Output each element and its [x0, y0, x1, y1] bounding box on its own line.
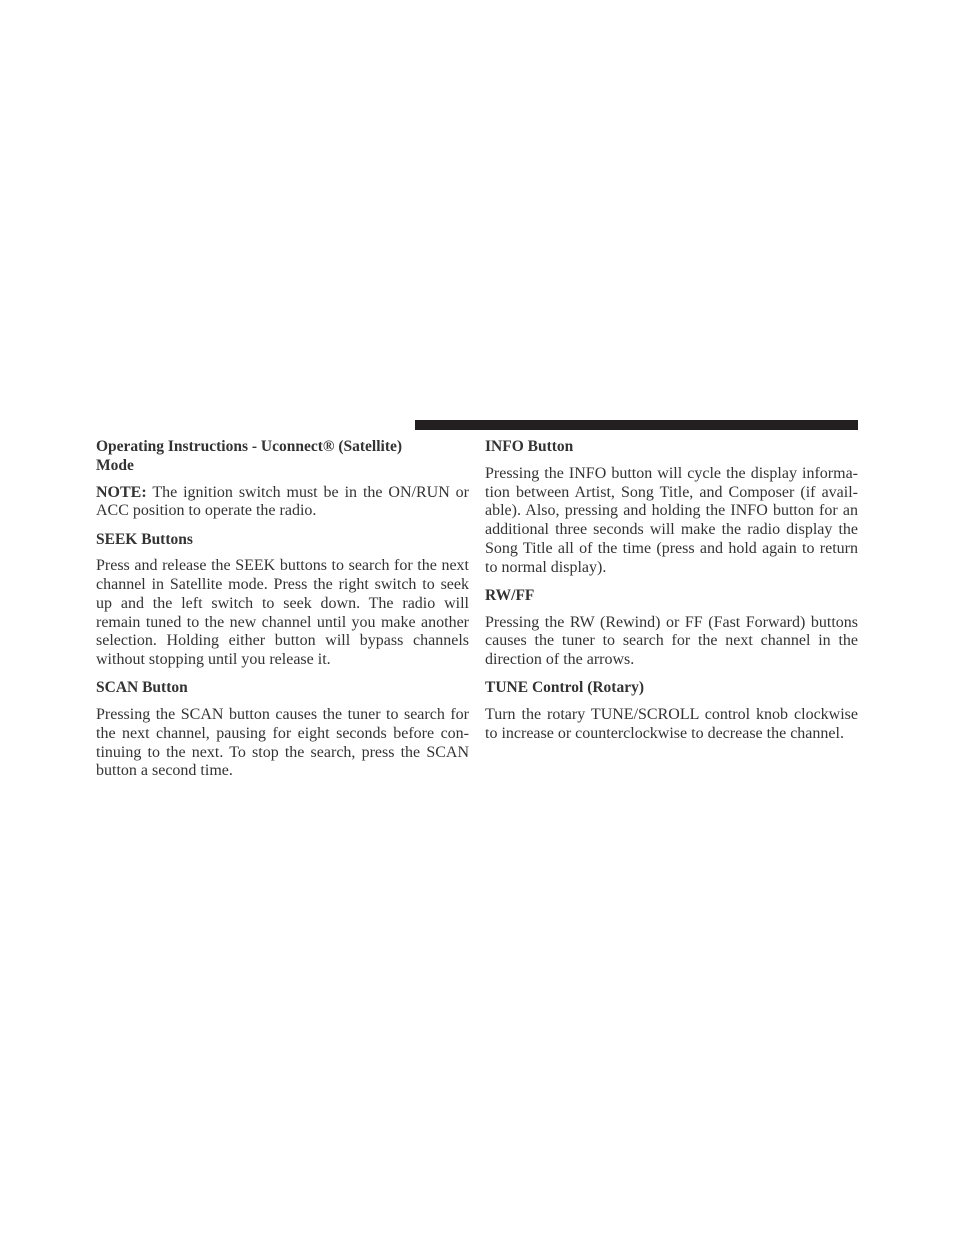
body-line: Press and release the SEEK buttons to search for the next: [96, 557, 469, 575]
body-line: the next channel, pausing for eight seconds before con-: [96, 724, 469, 742]
section-heading: [485, 679, 858, 698]
body-line: ACC position to operate the radio.: [96, 502, 317, 520]
body-line: to normal display).: [485, 558, 607, 576]
body-line: tinuing to the next. To stop the search, press the SCAN: [96, 743, 469, 761]
body-line: Turn the rotary TUNE/SCROLL control knob clockwise: [485, 706, 858, 723]
body-line: Pressing the SCAN button causes the tuner to search for: [96, 706, 469, 723]
heading-line: Operating Instructions - Uconnect® (Satellite): [96, 438, 403, 455]
note-label: NOTE:: [96, 483, 147, 501]
section-heading: [96, 438, 469, 476]
section-scan-button: [96, 679, 469, 781]
body-line: tion between Artist, Song Title, and Composer (if avail-: [485, 483, 858, 501]
body-paragraph: [485, 465, 858, 578]
body-paragraph: [485, 706, 858, 744]
section-operating-instructions: [96, 438, 469, 521]
section-info-button: [485, 438, 858, 577]
body-line: selection. Holding either button will bypass channels: [96, 632, 469, 650]
body-line: remain tuned to the new channel until you make another: [96, 613, 469, 631]
body-paragraph: [96, 706, 469, 781]
section-heading: [485, 438, 858, 457]
heading-line: Mode: [96, 456, 134, 474]
section-header-rule: [415, 420, 858, 430]
section-seek-buttons: [96, 531, 469, 670]
body-line: [96, 484, 469, 503]
body-line: additional three seconds will make the radio display the: [485, 521, 858, 538]
section-heading: [96, 531, 469, 550]
heading-line: SCAN Button: [96, 679, 188, 697]
section-rw-ff: [485, 587, 858, 670]
heading-line: RW/FF: [485, 586, 535, 604]
body-line: without stopping until you release it.: [96, 651, 331, 668]
body-line: to increase or counterclockwise to decrease the channel.: [485, 724, 844, 742]
heading-line: INFO Button: [485, 438, 574, 455]
body-line: able). Also, pressing and holding the INFO button for an: [485, 502, 858, 520]
note-paragraph: [96, 484, 469, 522]
body-line: direction of the arrows.: [485, 651, 635, 668]
body-paragraph: [485, 614, 858, 670]
body-line: button a second time.: [96, 762, 233, 780]
body-line: Pressing the INFO button will cycle the display informa-: [485, 464, 858, 482]
left-column: [96, 438, 469, 791]
section-heading: [96, 679, 469, 698]
body-paragraph: [96, 557, 469, 670]
section-tune-control: [485, 679, 858, 743]
heading-line: TUNE Control (Rotary): [485, 679, 645, 697]
body-line: up and the left switch to seek down. The radio will: [96, 594, 469, 612]
right-column: [485, 438, 858, 753]
body-line: channel in Satellite mode. Press the right switch to seek: [96, 576, 469, 593]
heading-line: SEEK Buttons: [96, 530, 193, 548]
body-line: Song Title all of the time (press and hold again to return: [485, 539, 858, 557]
body-line: causes the tuner to search for the next channel in the: [485, 632, 858, 650]
body-line: Pressing the RW (Rewind) or FF (Fast Forward) buttons: [485, 613, 858, 631]
section-heading: [485, 587, 858, 606]
note-text: The ignition switch must be in the ON/RUN or: [152, 483, 469, 501]
